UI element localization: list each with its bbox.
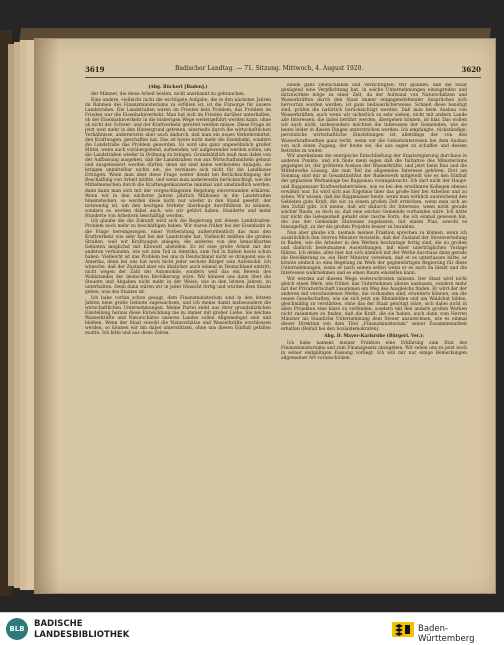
page-number-left: 3619 [85, 65, 105, 74]
paragraph: Wir anerkennen die energische Entschließung der Staatsregierung durchaus in anderen Punkte, und ich finde mein eigen daß die Initiative des Ministeriums gegangen ist, der größeren Ausbau der Wasserkräfte, und jetzt beim Bau und die Mittelwerke Lösung, die zum Teil ins allgemeine Interesse gehören. Erst am Sonntag sind mir in Gesamtinstitut der Badenwerk mitgeteilt wie es den Einfluß der geplanten Werkanlage bei Rappenau vorangebracht. Ich darf nicht der Haupt- und Rappenauer Kraftwerksbetrieben, wie es bei den erwähnten Kollegen ebenso erwähnt war. Es wird sich aus Ergebnis über das große hier bei Arbeiten und zu sehen. Wir wissen, daß die Rappenauer heute, wenn man wirklich ausreichend den Gebieten gute Kraft, die wir zu einem großen Zeit erreichen, wenn man sich an den Zufall gibt. Ich meine, daß wir dadurch ihr Interesse, wenn nicht gerade solcher Raum, so doch so, daß eine solcher Gemeinde vorhanden wäre. Ich hätte nur nicht die Gelegenheit gehabt eine rasche Form, die ich einmal gewesen bin, die aus der Gemeinde Stutensee zugelassen, mit einem Plan, sowohl es hinzugefügt, zu der die großen Projekte besser zu bezahlen. [281, 154, 467, 230]
paragraph: Ich glaube die die Zukunft wird sich die Regierung mit diesen Landstraßen-Problem noch mehr zu beschäftigen haben. Wir waren früher bei der Eisenbahn in die Frage hereingezogen, einer Vorberatung außerordentlich das man den Kraftverkehr wie sehr fast bei der Landstraße hat. Vielleicht müßten die großen Straßen, weil wir Kraftwagen anlegen, die anderen von den benachbarten Gebieten möglichst mit Kilowatt abstellen. Es ist eine große Arbeit mit der anderen verbunden, wie wir zum Teil in Amerika, zum Teil in Italien heute schon haben. Vielleicht ist das Problem bei uns in Deutschland nicht so dringend wie in Amerika, denn bei uns hat noch nicht jeder sechste Bürger sein Automobil. Ich wünsche, daß der Zustand aber ein ähnlicher auch einmal in Deutschland eintritt; nicht wegen der Zahl der Automobile, sondern weil das ein Beweis des Wohlstandes der deutschen Bevölkerung wäre. Wir können uns dann über die Steuern und Abgaben nicht mehr in der Weise, wie in den letzten Jahren, zu unterhalten. Denn dann wären wir in jeder Hinsicht fertig und würden dem Staate geben, was des Staates ist. [85, 219, 271, 296]
blb-logo-icon[interactable]: BLB [6, 618, 28, 640]
header-title: Badischer Landtag. — 71. Sitzung. Mittwoch, 4. August 1920. [175, 65, 364, 72]
library-footer [0, 612, 504, 645]
running-header [85, 65, 481, 77]
paragraph: Nun aber glaube ich, niemals meinen Fraktion sprechen zu können, wenn ich ausdrücklich den Herren Minister feststelle, daß der Zustand der Stromverteilung in Baden, wie die Arbeiter in den Werken heutzutage fertig sind, die zu großen und dadurch bedeutsamen Auswirkungen, mit einer unerträglichen Vorlage führen. Ich denke, alles hier hat sich nämlich mit der Werke durchaus dann gerade die Bevölkerung es, ein Herr Minister vorsehen, daß er es unterlassen hätte, er könnte einfach so eine Regelung im Werk der gegenwärtigen Regierung für diese Unternehmungen, wenn er nach seinen selbst wenn er es auch da bleibt und die Interessen wahrnehmen und es einen Raum einstellen kann. [281, 230, 467, 276]
library-name-line1: BADISCHE [34, 619, 83, 629]
coat-of-arms-icon[interactable] [392, 622, 414, 637]
speaker-heading: Abg. D. Mayer-Karlsruhe (Bürgerl. Ver.): [324, 334, 424, 340]
spine-shadow [35, 39, 59, 593]
library-name[interactable] [34, 619, 129, 641]
scanned-page [34, 38, 496, 594]
page-number-right: 3620 [461, 65, 481, 74]
text-column-left [85, 83, 271, 553]
paragraph: Wir werden auf diesem Wege weiterschreiten müssen. Der Staat wird nicht gleich einen Werk, wie früher, das Unternehmen alleine ausbauen, sondern mehr mit der Privatwirtschaft zusammen ein Weg des Ausgleichs finden. Er wird der der anderen mit verschiedenen Werke, die vorhanden sind, erweitern können, um die neuen Gesellschaften, wie sie sich jetzt um Rheinfelden und um Waldshut bilden, gleichmäßig zu verstärken, ohne das der Staat genötigt wäre, sich dabei nicht in allen Projekten eine klare zu verbinden, sondern mit den andern großen Werken nicht zusammen zu finden, daß die Kraft, die sie haben, auch dann vom Herren Minister als Staatliche Unternehmung dem Steuer anzurechnen, wie es einmal dieser Direktion von dem Titel „Finanzministerium“ seiner Zusammenarbeit erhalten (Beifall bei den Sozialdemokraten). [281, 276, 467, 333]
paragraph: Eine andere, vielleicht nicht die wichtigste Aufgabe, die in den nächsten Jahren im Rahmen des Finanzministeriums zu erfüllen ist, ist die Fürsorge für unsere Landstraßen. Die Landstraßen waren im Frieden kein Problem; das Problem im Frieden war die Eisenbahnverkehr. Man hat sich im Frieden darüber unterhalten, ob der Eisenbahnverkehr in die bisherigen Wege weitergeführt werden kann, ohne ob nicht der Schwer- und der Kraftverkehr gerettet werden müsse. Diese Frage ist jetzt weit mehr in den Hintergrund getreten, einerseits durch die wirtschaftlichen Verhältnisse, andererseits aber auch dadurch, daß man ein neues Verkehrsmittel, den Kraftwagen, geschaffen hat. Das ist heute nicht mehr die Eisenbahn, sondern die Landstraße das Problem geworden. Es wird uns ganz ungewöhnlich großer Mittel, wenn auch vorübergehend, aufwenden, wir aufgewendet werden sollen, um die Landstraßen wieder in Ordnung zu bringen. Grundsätzlich muß man dabei von der Auffassung ausgehen, daß die Landstraßen von aus Wirtschaftsmitteln gebaut und ausgebessert werden dürfen; denn sie sind keine werbenden Anlagen, sie bringen unmittelbar nichts ein, sie verzinsen sich nicht für die Landkasse Ertragen. Wenn man aber diese Frage weiter denkt bei Berücksichtigung der Beschaffung von Arbeit müßte, und wenn man andererseits berücksichtigt, wie die Mittelmenschen durch die Kraftwagenkonzerne minimal und umständlich werden, dann kann man sich mit der vorgeschlagenen Regelung einverstanden erklären. Wenn wir in den nächsten Jahren jährlich Millionen in die Landstraßen hineinstecken, so werden diese nicht nur wieder in den Stand gesetzt, der notwendig ist, um den heutigen Verkehr überhaupt durchführen zu können, sondern es werden dabei auch, wie wir gehört haben, Hunderte und mehr Hunderte von Arbeitern beschäftigt werden. [85, 97, 271, 219]
speaker-note: (Abg. Rückert [Baden].) [148, 85, 208, 90]
paragraph: der Männer, die diese Arbeit leisten, nicht anerkannt zu gebrauchen. [91, 92, 246, 98]
library-name-line2: LANDESBIBLIOTHEK [34, 630, 130, 640]
text-column-right [281, 83, 467, 553]
paragraph: einem ganz Deutschlands und Verzichtigten. Wir glauben, daß die Staat genügend eine Verpflichtung hat, in solche Unternehmungen einzugreifen und mitzuwirken möge zu einer Zeit, da der Aufwand von Naturschätzen und Wasserkräften durch den Staat immer entgegenstehender Ansprüchen sich hervortun worden werden, ist ganz bedauerlicherweise. Schnell diese benötigt sind, prüfen die natürlich berücksichtigt werden. Daß man beim Ausbau von Wasserkräften, auch wenn wir sicherlich zu sehr sieben, nicht mit andern Lande alle Interessen, die dabei berührt werden, übergehen können, ist klar. Das wollen wir auch nicht, insbesondere möchten die Interessen der Gemeinden, wie sie heute leider in diesen Dingen unterstrichen werden. Ich empfangte, rückständige, persönliche wirtschaftliche Einstellungen ist allerdings der von den Wasserkraftwerken ganz recht, wenn wir die Gebietsinteressen bei dem Ausbau von sich einen Zugang, der heute sie, die aus sagen zu schaffen und dessen Betriebe zu weiter. [281, 83, 467, 154]
paragraph: Ich habe namens meiner Fraktion eine Erklärung zum Etat des Finanzministeriums und zum Finanzgesetz abzugeben. Wir sehen uns zu jetzt noch in seiner endgültigen Fassung vorliegt. Ich will mir nur einige Bemerkungen allgemeiner Art voranschicken. [281, 341, 467, 362]
header-rule [85, 77, 481, 78]
partner-name[interactable]: Baden-Württemberg [418, 624, 475, 644]
paragraph: Ich habe vorhin schon gesagt, dem Finanzministerium sind in den letzten Jahren neue große Gebiete zugewachsen, und ich meine damit insbesondere die wirtschaftlichen Unternehmungen. Meine Partei steht aus ihrer grundsätzlichen Einstellung heraus diese Entwicklung nie zu immer mit großer Liebe. Sie zeichne Wasserkräfte und Naturschätze unseres Landes sollen Allgemeingut sein und bleiben. Wenn der Staat sowohl die Naturschätze und Wasserkräfte erschlossen werden, so können wir ihn dabei unterstützen, ohne uns diesen Einfluß gefallen mußte. Ich bitte und aus diese Zeiten. [85, 295, 271, 337]
